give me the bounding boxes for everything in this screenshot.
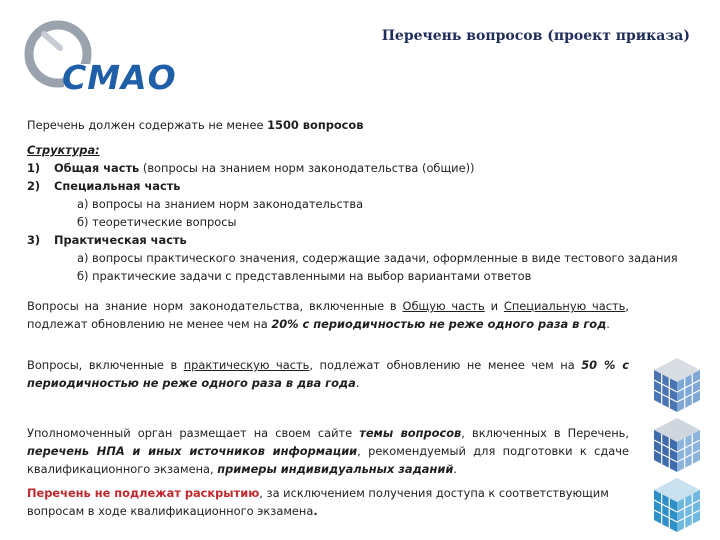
publication-paragraph (27, 424, 629, 478)
sub-item: а) вопросы практического значения, содержащие задачи, оформленные в виде тестового задания (77, 251, 678, 265)
item-title: Общая часть (54, 161, 140, 175)
logo-text: СМАО (62, 58, 177, 97)
requirement-text (27, 116, 629, 134)
structure-list (27, 141, 707, 285)
text-span: , рекомендуемый для подготовки к сдаче квалификационного экзамена, (27, 444, 629, 476)
text-span: . (606, 317, 610, 331)
cube-icon (652, 356, 702, 414)
examples-emphasis: примеры индивидуальных заданий (217, 462, 454, 476)
item-title: Специальная часть (54, 179, 181, 193)
text-span: Уполномоченный орган размещает на своем сайте (27, 426, 360, 440)
text-span: . (355, 376, 360, 390)
item-title: Практическая часть (54, 233, 187, 247)
update-rate-20: 20% с периодичностью не реже одного раза в год (271, 317, 607, 331)
page-title: Перечень вопросов (проект приказа) (381, 28, 690, 44)
update-practical-paragraph (27, 356, 629, 392)
disclosure-warning: Перечень не подлежат раскрытию (27, 486, 260, 500)
general-part-ref: Общую часть (402, 299, 485, 313)
sub-item: б) теоретические вопросы (77, 215, 237, 229)
practical-part-ref: практическую часть (183, 358, 310, 372)
item-number: 1) (27, 161, 41, 175)
item-description: (вопросы на знанием норм законодательства (общие)) (139, 161, 475, 175)
topics-emphasis: темы вопросов (359, 426, 462, 440)
text-span: , подлежат обновлению не менее чем на (309, 358, 582, 372)
requirement-count: 1500 вопросов (267, 118, 364, 132)
structure-heading: Структура: (27, 143, 100, 157)
text-span: , подлежат обновлению не менее чем на (27, 299, 629, 331)
requirement-prefix: Перечень должен содержать не менее (27, 118, 268, 132)
disclosure-paragraph (27, 484, 629, 520)
text-span: , включенных в Перечень, (461, 426, 630, 440)
list-item (27, 177, 707, 195)
list-item (27, 231, 707, 249)
item-number: 2) (27, 179, 41, 193)
update-rate-50: 50 % с периодичностью не реже одного раза в два года (27, 358, 629, 390)
sub-item: а) вопросы на знанием норм законодательства (77, 197, 364, 211)
cube-icon (652, 416, 702, 474)
list-item (27, 159, 707, 177)
text-span: и (484, 299, 504, 313)
text-span: Вопросы на знание норм законодательства, включенные в (27, 299, 403, 313)
text-span: . (453, 462, 457, 476)
text-span: Вопросы, включенные в (27, 358, 184, 372)
text-span: . (313, 504, 318, 518)
text-span: , за исключением получения доступа к соответствующим вопросам в ходе квалификационного экзамена (27, 486, 609, 518)
sub-item: б) практические задачи с представленными на выбор вариантами ответов (77, 269, 532, 283)
cube-icon (652, 476, 702, 534)
update-general-paragraph (27, 297, 629, 333)
smao-logo (22, 14, 177, 102)
sources-emphasis: перечень НПА и иных источников информации (27, 444, 358, 458)
special-part-ref: Специальную часть (503, 299, 626, 313)
item-number: 3) (27, 233, 41, 247)
